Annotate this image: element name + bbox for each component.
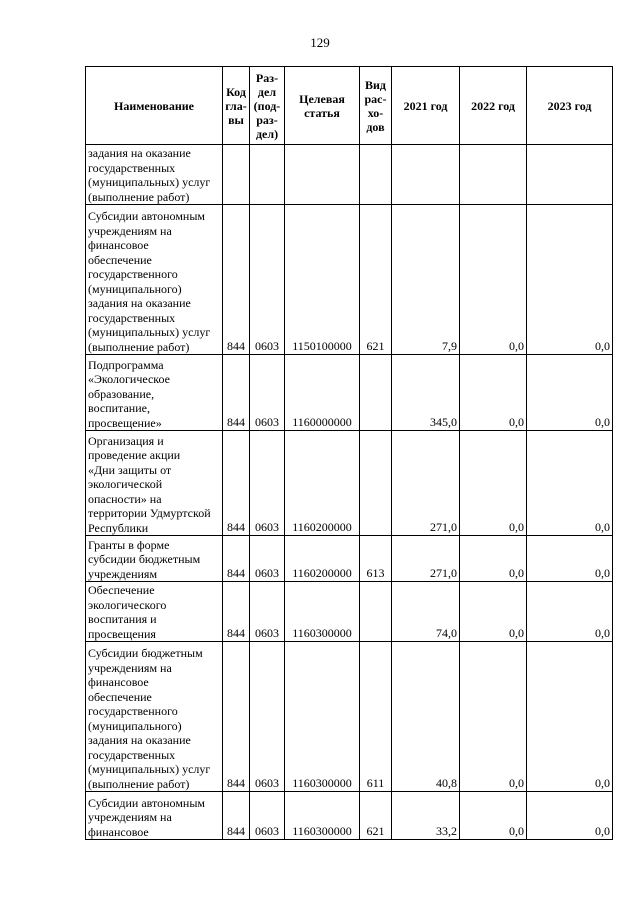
cell-2022: 0,0 bbox=[460, 205, 527, 355]
cell-name: Организация и проведение акции «Дни защиты от экологической опасности» на территории Удмуртской Республики bbox=[86, 431, 223, 536]
cell-section: 0603 bbox=[250, 205, 285, 355]
page-number: 129 bbox=[310, 35, 330, 50]
header-row bbox=[86, 67, 613, 145]
cell-name: Субсидии автономным учреждениям на финансовое bbox=[86, 792, 223, 840]
cell-2021: 7,9 bbox=[392, 205, 460, 355]
cell-target: 1160200000 bbox=[285, 536, 360, 582]
cell-2021: 40,8 bbox=[392, 642, 460, 792]
cell-2023: 0,0 bbox=[527, 792, 613, 840]
cell-code: 844 bbox=[223, 205, 250, 355]
cell-name: Обеспечение экологического воспитания и просвещения bbox=[86, 582, 223, 642]
cell-name: Гранты в форме субсидии бюджетным учреждениям bbox=[86, 536, 223, 582]
cell-code: 844 bbox=[223, 536, 250, 582]
cell-2023: 0,0 bbox=[527, 582, 613, 642]
cell-code: 844 bbox=[223, 582, 250, 642]
header-name: Наименование bbox=[86, 67, 223, 145]
cell-type: 621 bbox=[360, 792, 392, 840]
cell-2021: 33,2 bbox=[392, 792, 460, 840]
header-target: Целевая статья bbox=[285, 67, 360, 145]
table-row bbox=[86, 792, 613, 840]
cell-section: 0603 bbox=[250, 792, 285, 840]
table-row bbox=[86, 145, 613, 205]
cell-type bbox=[360, 582, 392, 642]
table-row bbox=[86, 536, 613, 582]
cell-code bbox=[223, 145, 250, 205]
table-row bbox=[86, 642, 613, 792]
cell-2023: 0,0 bbox=[527, 431, 613, 536]
cell-2023: 0,0 bbox=[527, 642, 613, 792]
header-2021: 2021 год bbox=[392, 67, 460, 145]
cell-2021: 271,0 bbox=[392, 431, 460, 536]
cell-2022 bbox=[460, 145, 527, 205]
cell-target: 1160300000 bbox=[285, 642, 360, 792]
cell-name: Субсидии автономным учреждениям на финансовое обеспечение государственного (муниципального) задания на оказание государственных (муниципальных) услуг (выполнение работ) bbox=[86, 205, 223, 355]
cell-2023: 0,0 bbox=[527, 355, 613, 431]
cell-type bbox=[360, 145, 392, 205]
cell-2023: 0,0 bbox=[527, 536, 613, 582]
cell-2022: 0,0 bbox=[460, 355, 527, 431]
cell-name: Подпрограмма «Экологическое образование, воспитание, просвещение» bbox=[86, 355, 223, 431]
cell-code: 844 bbox=[223, 355, 250, 431]
budget-table bbox=[85, 66, 613, 840]
cell-section: 0603 bbox=[250, 355, 285, 431]
cell-section: 0603 bbox=[250, 536, 285, 582]
cell-target bbox=[285, 145, 360, 205]
header-section: Раз- дел (под- раз- дел) bbox=[250, 67, 285, 145]
cell-section: 0603 bbox=[250, 431, 285, 536]
cell-2021: 271,0 bbox=[392, 536, 460, 582]
header-2023: 2023 год bbox=[527, 67, 613, 145]
cell-section: 0603 bbox=[250, 642, 285, 792]
cell-2022: 0,0 bbox=[460, 431, 527, 536]
table-row bbox=[86, 431, 613, 536]
cell-target: 1160300000 bbox=[285, 582, 360, 642]
table-row bbox=[86, 205, 613, 355]
cell-target: 1150100000 bbox=[285, 205, 360, 355]
cell-type: 621 bbox=[360, 205, 392, 355]
cell-2023 bbox=[527, 145, 613, 205]
cell-type: 611 bbox=[360, 642, 392, 792]
cell-code: 844 bbox=[223, 792, 250, 840]
header-2022: 2022 год bbox=[460, 67, 527, 145]
cell-target: 1160000000 bbox=[285, 355, 360, 431]
cell-section: 0603 bbox=[250, 582, 285, 642]
cell-code: 844 bbox=[223, 642, 250, 792]
cell-target: 1160300000 bbox=[285, 792, 360, 840]
header-code: Код гла- вы bbox=[223, 67, 250, 145]
cell-type: 613 bbox=[360, 536, 392, 582]
cell-target: 1160200000 bbox=[285, 431, 360, 536]
cell-type bbox=[360, 355, 392, 431]
cell-2022: 0,0 bbox=[460, 792, 527, 840]
cell-name: задания на оказание государственных (муниципальных) услуг (выполнение работ) bbox=[86, 145, 223, 205]
cell-2022: 0,0 bbox=[460, 536, 527, 582]
table-row bbox=[86, 355, 613, 431]
cell-code: 844 bbox=[223, 431, 250, 536]
cell-name: Субсидии бюджетным учреждениям на финансовое обеспечение государственного (муниципального) задания на оказание государственных (муниципальных) услуг (выполнение работ) bbox=[86, 642, 223, 792]
cell-2021: 345,0 bbox=[392, 355, 460, 431]
cell-2021: 74,0 bbox=[392, 582, 460, 642]
cell-section bbox=[250, 145, 285, 205]
cell-2022: 0,0 bbox=[460, 582, 527, 642]
table-row bbox=[86, 582, 613, 642]
cell-2023: 0,0 bbox=[527, 205, 613, 355]
cell-2022: 0,0 bbox=[460, 642, 527, 792]
cell-type bbox=[360, 431, 392, 536]
cell-2021 bbox=[392, 145, 460, 205]
header-type: Вид рас- хо- дов bbox=[360, 67, 392, 145]
